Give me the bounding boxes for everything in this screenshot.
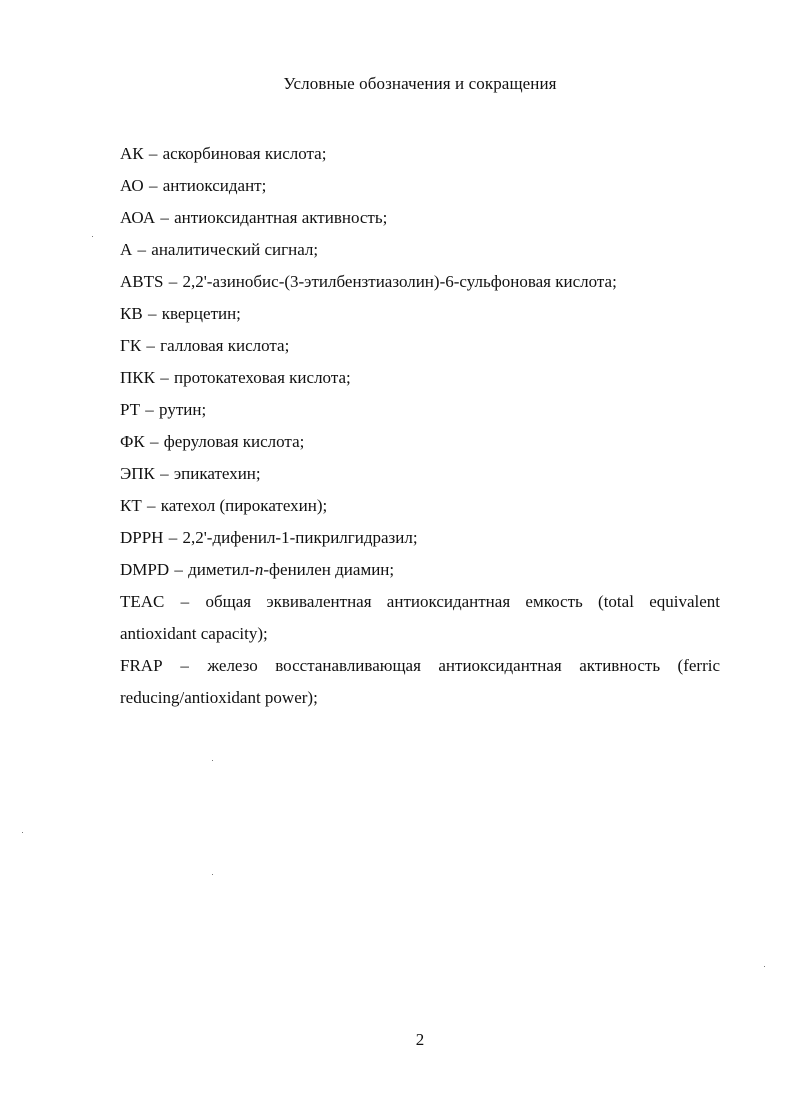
list-item (120, 234, 720, 266)
page-number: 2 (415, 1030, 425, 1049)
scan-speck (764, 966, 765, 967)
list-item (120, 298, 720, 330)
abbreviation: DPPH (120, 528, 164, 547)
page-title: Условные обозначения и сокращения (283, 74, 557, 93)
dash: – (180, 656, 189, 675)
abbreviation: КТ (120, 496, 142, 515)
definition: 2,2'-азинобис-(3-этилбензтиазолин)-6-сульфоновая кислота; (182, 272, 617, 291)
abbreviation: ЭПК (120, 464, 155, 483)
definition-end: -фенилен диамин; (263, 560, 395, 579)
dash: – (147, 304, 157, 323)
list-item (120, 650, 720, 714)
list-item (120, 362, 720, 394)
list-item (120, 266, 720, 298)
definition: общая эквивалентная антиоксидантная емкость (total equivalent antioxidant capacity); (120, 592, 721, 643)
dash: – (160, 208, 169, 227)
dash: – (146, 336, 155, 355)
definition: протокатеховая кислота; (173, 368, 351, 387)
abbreviation: АО (120, 176, 144, 195)
definition: антиоксидантная активность; (174, 208, 388, 227)
abbreviation: АК (120, 144, 144, 163)
list-item (120, 426, 720, 458)
scan-speck (212, 760, 213, 761)
definition-italic: п (254, 560, 264, 579)
list-item (120, 330, 720, 362)
definition: рутин; (159, 400, 207, 419)
dash: – (146, 496, 156, 515)
abbreviation: АОА (120, 208, 156, 227)
definition: аскорбиновая кислота; (162, 144, 327, 163)
definition: железо восстанавливающая антиоксидантная активность (ferric reducing/antioxidant power); (120, 656, 721, 707)
abbreviation: А (120, 240, 133, 259)
definition: галловая кислота; (160, 336, 290, 355)
definition: кверцетин; (161, 304, 241, 323)
scan-speck (212, 874, 213, 875)
abbreviation: TEAC (120, 592, 165, 611)
definition: 2,2'-дифенил-1-пикрилгидразил; (182, 528, 418, 547)
dash: – (148, 144, 158, 163)
definition: феруловая кислота; (163, 432, 305, 451)
list-item (120, 458, 720, 490)
abbreviation: ABTS (120, 272, 164, 291)
scan-speck (22, 832, 23, 833)
abbreviation: DMPD (120, 560, 170, 579)
list-item (120, 138, 720, 170)
abbreviation: FRAP (120, 656, 162, 675)
dash: – (160, 464, 169, 483)
abbreviation: РТ (120, 400, 141, 419)
definition: антиоксидант; (162, 176, 267, 195)
list-item (120, 170, 720, 202)
abbreviation: КВ (120, 304, 143, 323)
dash: – (174, 560, 183, 579)
abbreviation: ПКК (120, 368, 155, 387)
dash: – (180, 592, 190, 611)
dash: – (168, 272, 178, 291)
list-item (120, 554, 720, 586)
dash: – (150, 432, 159, 451)
dash: – (148, 176, 158, 195)
abbreviation: ГК (120, 336, 142, 355)
list-item (120, 202, 720, 234)
abbreviation: ФК (120, 432, 145, 451)
definition: эпикатехин; (173, 464, 261, 483)
definition: катехол (пирокатехин); (160, 496, 328, 515)
list-item (120, 490, 720, 522)
dash: – (137, 240, 147, 259)
abbreviation-list (120, 138, 720, 714)
list-item (120, 586, 720, 650)
dash: – (168, 528, 178, 547)
list-item (120, 522, 720, 554)
dash: – (145, 400, 154, 419)
list-item (120, 394, 720, 426)
definition-start: диметил- (188, 560, 255, 579)
definition: аналитический сигнал; (151, 240, 319, 259)
scan-speck (92, 236, 93, 237)
dash: – (160, 368, 169, 387)
